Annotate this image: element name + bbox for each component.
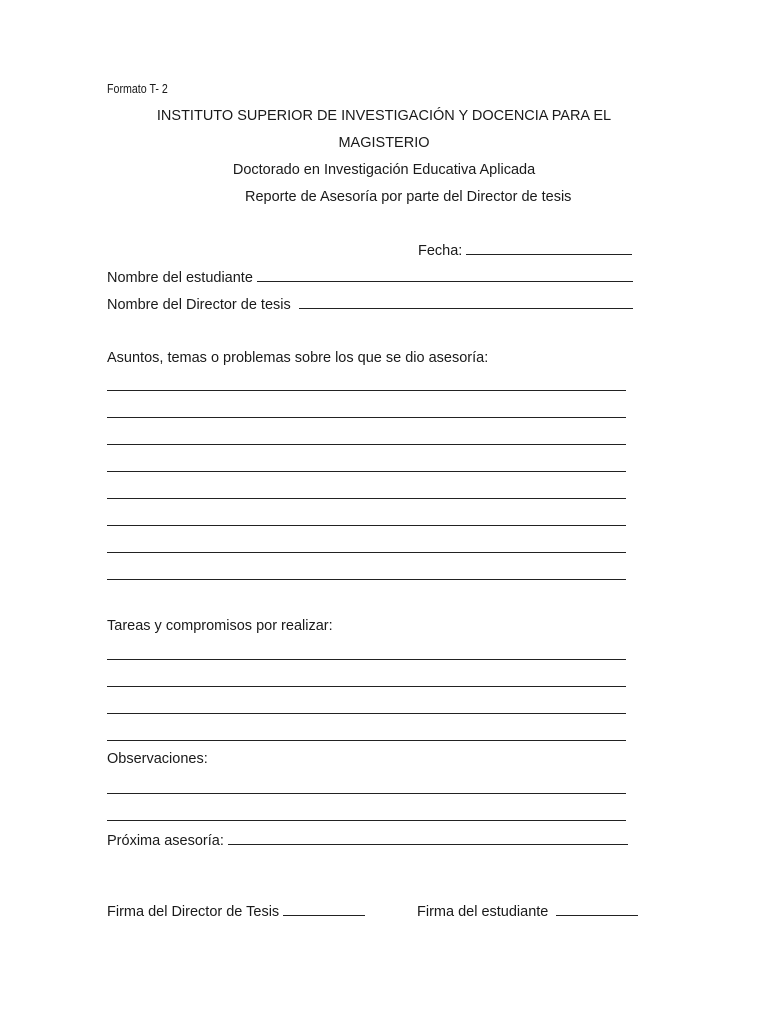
tasks-label: Tareas y compromisos por realizar: [107, 618, 333, 634]
student-signature-label: Firma del estudiante [417, 904, 549, 920]
student-name-label: Nombre del estudiante [107, 270, 253, 286]
topics-blank-line[interactable] [107, 417, 626, 418]
topics-blank-line[interactable] [107, 498, 626, 499]
student-signature-blank[interactable] [556, 903, 638, 916]
student-name-field[interactable] [107, 269, 633, 286]
director-name-field[interactable] [107, 296, 633, 313]
observations-blank-line[interactable] [107, 820, 626, 821]
date-field[interactable] [418, 242, 632, 259]
program-name: Doctorado en Investigación Educativa Aplicada [232, 162, 536, 178]
director-name-label: Nombre del Director de tesis [107, 297, 291, 313]
topics-blank-line[interactable] [107, 552, 626, 553]
director-name-blank[interactable] [299, 296, 633, 309]
tasks-blank-line[interactable] [107, 740, 626, 741]
observations-label: Observaciones: [107, 751, 208, 767]
director-signature-label: Firma del Director de Tesis [107, 904, 280, 920]
institution-name-line1: INSTITUTO SUPERIOR DE INVESTIGACIÓN Y DOCENCIA PARA EL [156, 108, 612, 124]
director-signature-blank[interactable] [283, 903, 365, 916]
next-session-field[interactable] [107, 832, 628, 849]
institution-name-line2: MAGISTERIO [338, 135, 430, 151]
student-signature-field[interactable] [417, 903, 638, 920]
date-label: Fecha: [418, 243, 463, 259]
tasks-blank-line[interactable] [107, 686, 626, 687]
topics-blank-line[interactable] [107, 471, 626, 472]
next-session-blank[interactable] [228, 832, 628, 845]
topics-label: Asuntos, temas o problemas sobre los que se dio asesoría: [107, 350, 489, 366]
student-name-blank[interactable] [257, 269, 633, 282]
observations-blank-line[interactable] [107, 793, 626, 794]
tasks-blank-line[interactable] [107, 713, 626, 714]
next-session-label: Próxima asesoría: [107, 833, 224, 849]
topics-blank-line[interactable] [107, 390, 626, 391]
date-blank[interactable] [466, 242, 632, 255]
format-code: Formato T- 2 [107, 81, 168, 96]
report-title: Reporte de Asesoría por parte del Director de tesis [245, 189, 572, 205]
director-signature-field[interactable] [107, 903, 365, 920]
tasks-blank-line[interactable] [107, 659, 626, 660]
topics-blank-line[interactable] [107, 525, 626, 526]
topics-blank-line[interactable] [107, 579, 626, 580]
topics-blank-line[interactable] [107, 444, 626, 445]
